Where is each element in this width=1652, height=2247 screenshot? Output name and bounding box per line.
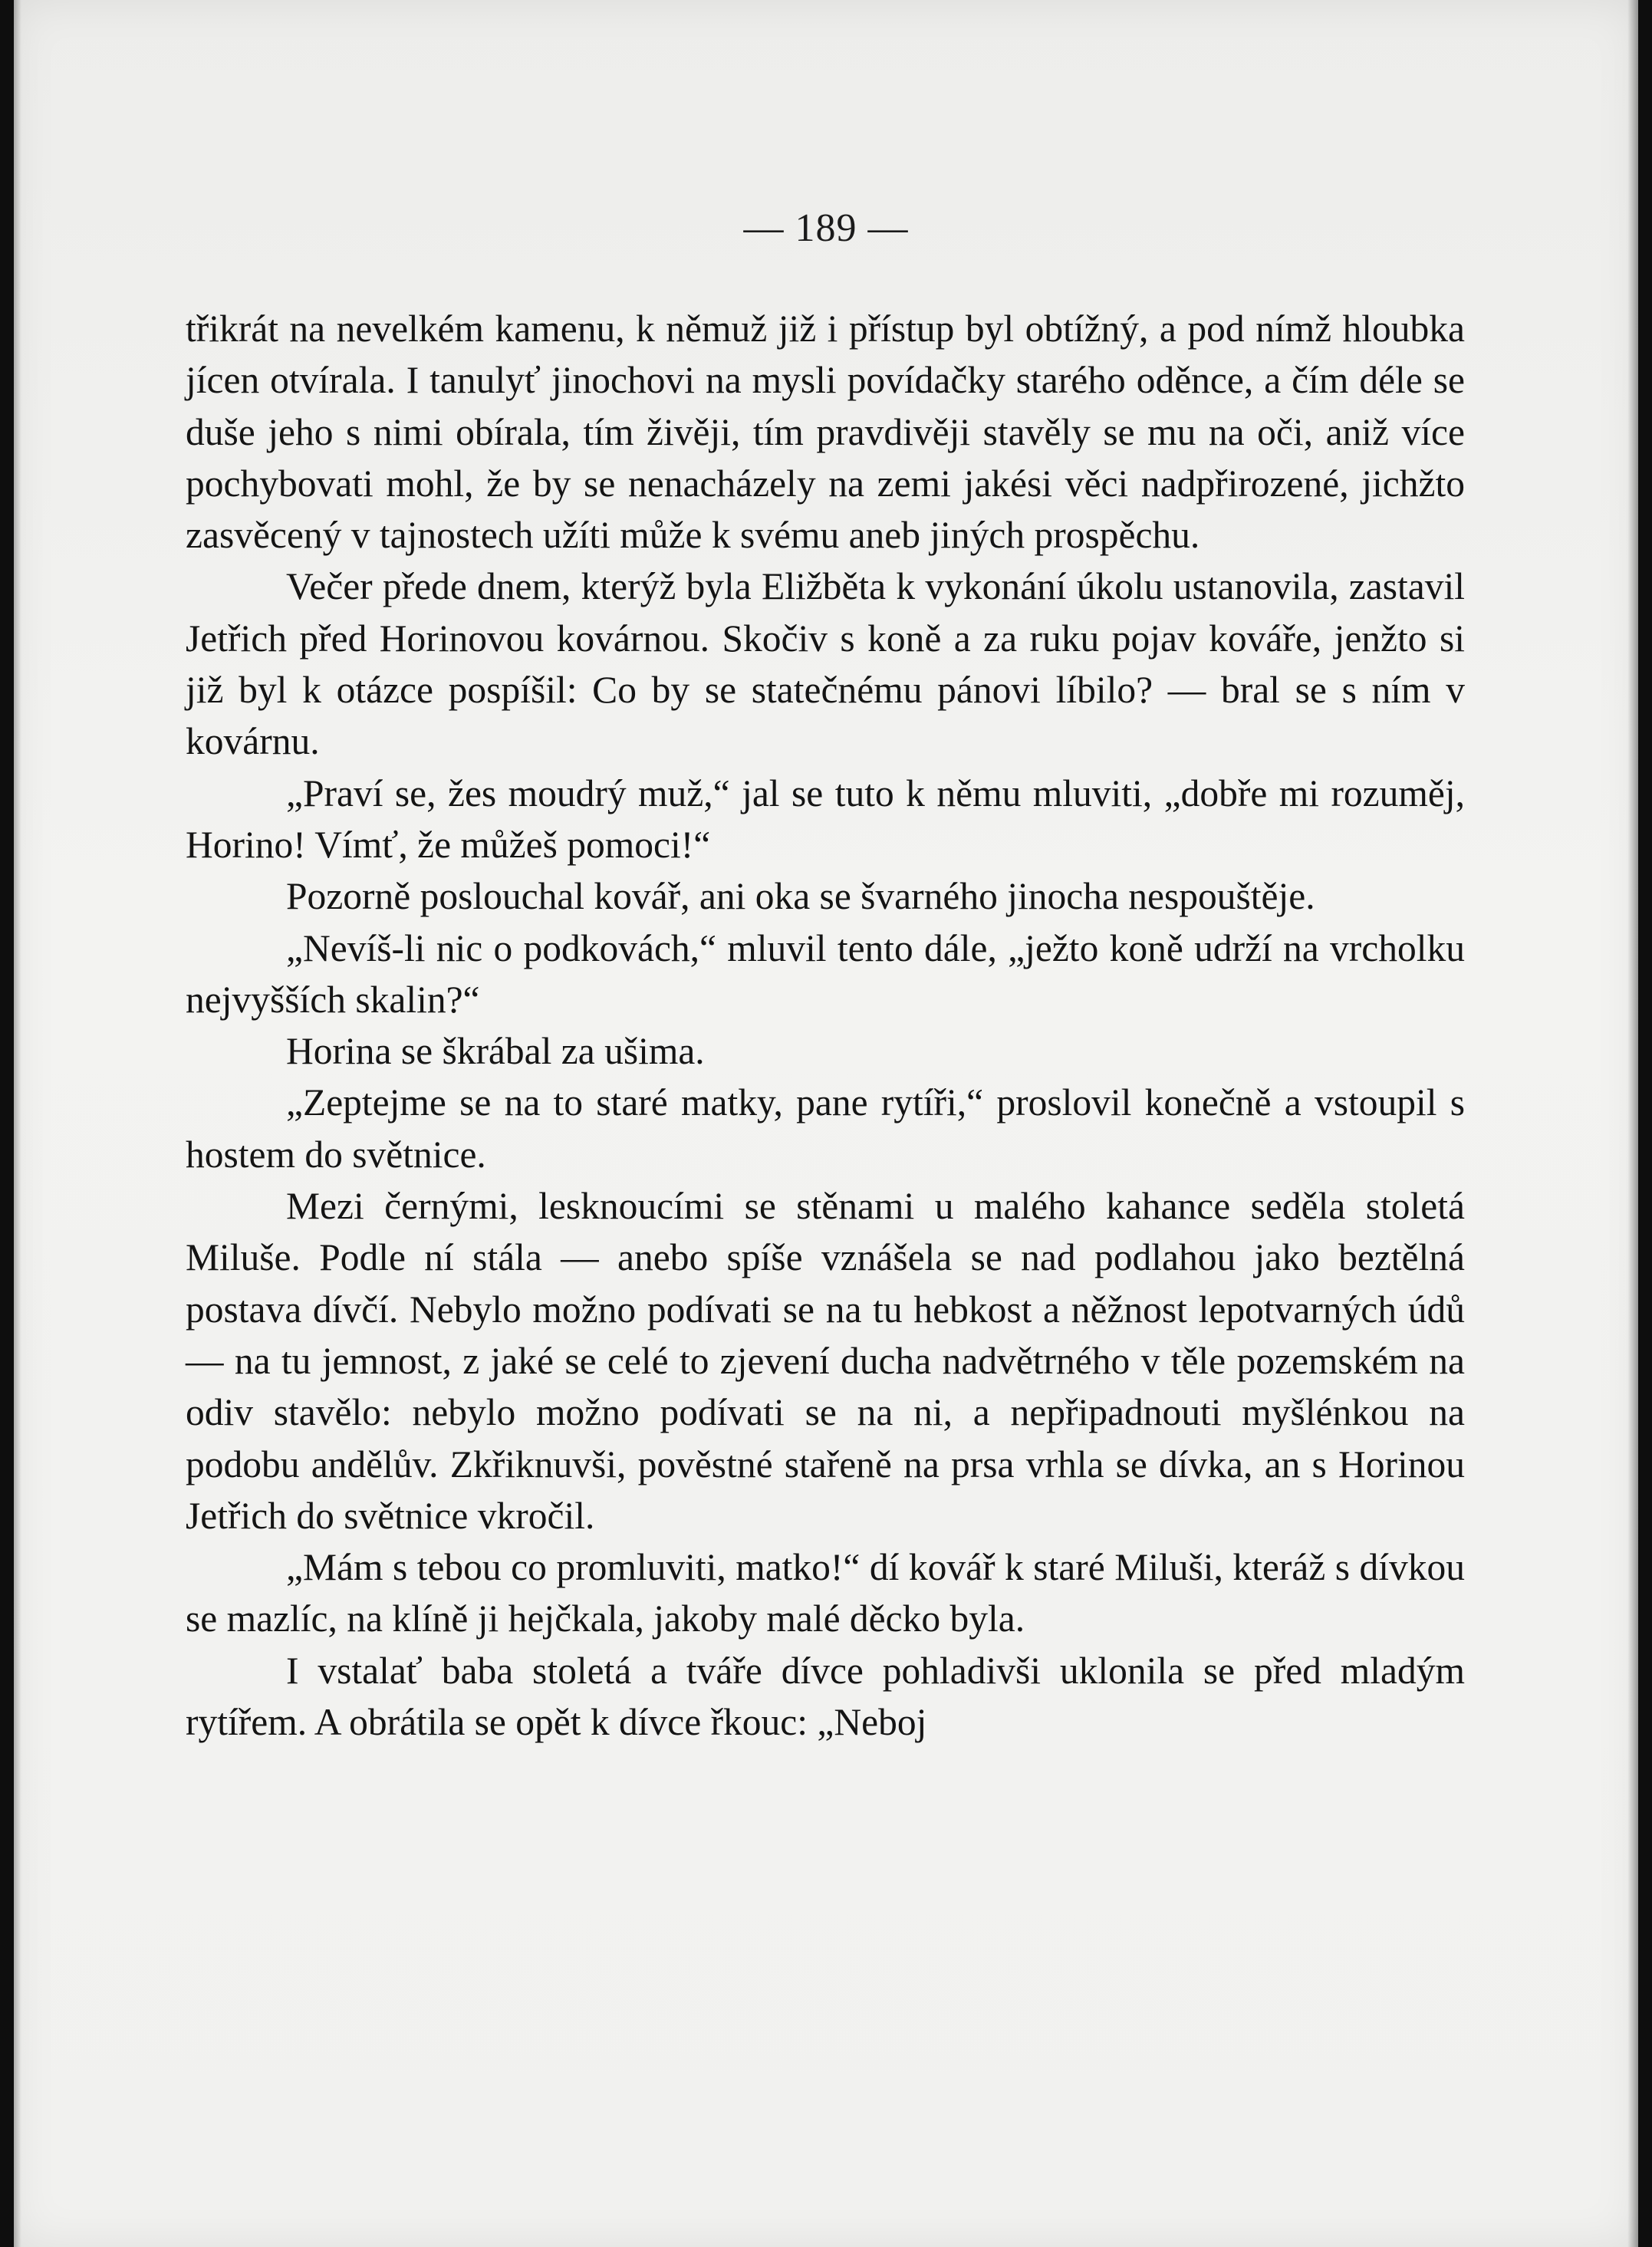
paragraph: třikrát na nevelkém kamenu, k němuž již i přístup byl obtížný, a pod nímž hloubka jícen otvírala. I tanulyť jinochovi na mysli povídačky starého oděnce, a čím déle se duše jeho s nimi obírala, tím živěji, tím pravdivěji stavěly se mu na oči, aniž více pochybovati mohl, že by se nenacházely na zemi jakési věci nadpřirozené, jichžto zasvěcený v tajnostech užíti může k svému aneb jiných prospěchu. — [186, 308, 1465, 557]
paragraph: „Mám s tebou co promluviti, matko!“ dí kovář k staré Miluši, kteráž s dívkou se mazlíc, na klíně ji hejčkala, jakoby malé děcko byla. — [186, 1546, 1465, 1640]
page-edge-shadow-right — [1627, 0, 1638, 2247]
paragraph: Horina se škrábal za ušima. — [286, 1030, 705, 1073]
book-page — [14, 0, 1638, 2247]
page-number: — 189 — — [743, 206, 909, 250]
paragraph: „Zeptejme se na to staré matky, pane rytíři,“ proslovil konečně a vstoupil s hostem do světnice. — [186, 1081, 1465, 1176]
page-edge-shadow-left — [14, 0, 21, 2247]
paragraph: „Praví se, žes moudrý muž,“ jal se tuto k němu mluviti, „dobře mi rozuměj, Horino! Vímť, že můžeš pomoci!“ — [186, 771, 1465, 866]
body-text — [186, 303, 1465, 1748]
paragraph: Pozorně poslouchal kovář, ani oka se švarného jinocha nespouštěje. — [286, 875, 1315, 918]
paragraph: I vstalať baba stoletá a tváře dívce pohladivši uklonila se před mladým rytířem. A obrátila se opět k dívce řkouc: „Neboj — [186, 1649, 1465, 1744]
paragraph: „Nevíš-li nic o podkovách,“ mluvil tento dále, „ježto koně udrží na vrcholku nejvyšších skalin?“ — [186, 926, 1465, 1021]
paragraph: Večer přede dnem, kterýž byla Eližběta k vykonání úkolu ustanovila, zastavil Jetřich před Horinovou kovárnou. Skočiv s koně a za ruku pojav kováře, jenžto si již byl k otázce pospíšil: Co by se statečnému pánovi líbilo? — bral se s ním v kovárnu. — [186, 565, 1465, 763]
paragraph: Mezi černými, lesknoucími se stěnami u malého kahance seděla stoletá Miluše. Podle ní stála — anebo spíše vznášela se nad podlahou jako beztělná postava dívčí. Nebylo možno podívati se na tu hebkost a něžnost lepotvarných údů — na tu jemnost, z jaké se celé to zjevení ducha nadvětrného v těle pozemském na odiv stavělo: nebylo možno podívati se na ni, a nepřipadnouti myšlénkou na podobu andělův. Zkřiknuvši, pověstné stařeně na prsa vrhla se dívka, an s Horinou Jetřich do světnice vkročil. — [186, 1185, 1465, 1537]
